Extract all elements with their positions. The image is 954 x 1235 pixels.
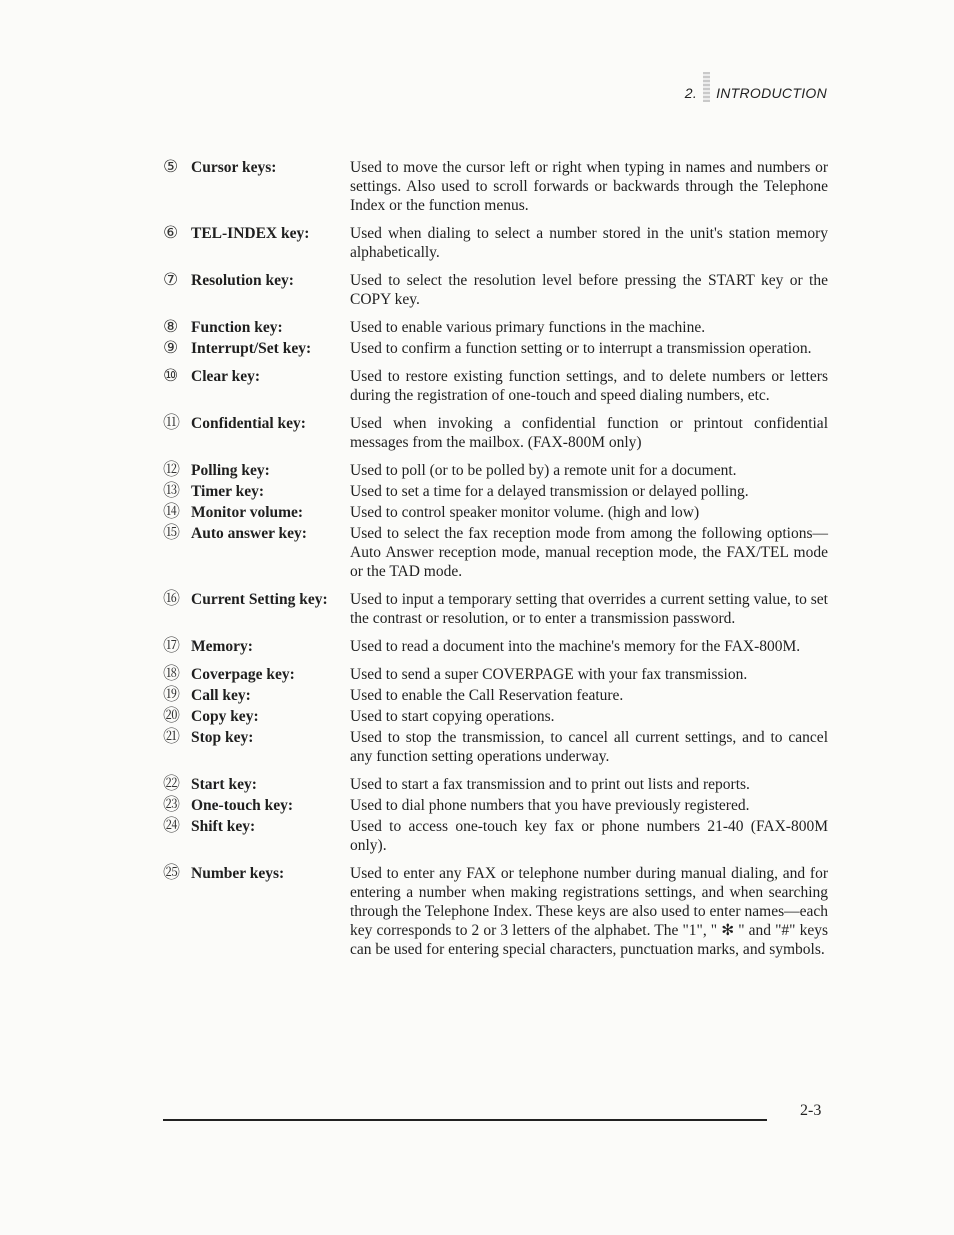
item-label: Resolution key: — [191, 272, 294, 289]
list-item — [163, 367, 828, 405]
item-description: Used to start a fax transmission and to print out lists and reports. — [350, 776, 750, 793]
item-number: ⑫ — [163, 460, 180, 480]
item-number: ⑰ — [163, 636, 180, 656]
list-item — [163, 775, 828, 794]
item-label: Memory: — [191, 638, 253, 655]
section-title: INTRODUCTION — [716, 85, 827, 101]
item-description: Used to move the cursor left or right when typing in names and numbers or settings. Also used to scroll forwards or backwards through the Telephone Index or the function menus. — [350, 159, 828, 214]
item-label: Auto answer key: — [191, 525, 307, 542]
list-item — [163, 271, 828, 309]
list-item — [163, 665, 828, 684]
list-item — [163, 414, 828, 452]
item-description: Used to access one-touch key fax or phone numbers 21-40 (FAX-800M only). — [350, 818, 828, 854]
page-number: 2-3 — [800, 1102, 822, 1119]
item-description: Used to enter any FAX or telephone number during manual dialing, and for entering a number when making registrations settings, and when searching through the Telephone Index. These keys are also used to enter names—each key corresponds to 2 or 3 letters of the alphabet. The "1", " ✻ " and "#" keys can be used for entering special characters, punctuation marks, and symbols. — [350, 865, 828, 958]
list-item — [163, 637, 828, 656]
list-item — [163, 158, 828, 215]
list-item — [163, 503, 828, 522]
item-label: Number keys: — [191, 865, 285, 882]
item-description: Used to stop the transmission, to cancel all current settings, and to cancel any function setting operations underway. — [350, 729, 828, 765]
item-number: ㉕ — [163, 863, 180, 883]
item-number: ⑨ — [163, 338, 179, 358]
item-number: ⑤ — [163, 157, 179, 177]
item-number: ㉓ — [163, 795, 180, 815]
item-label: Polling key: — [191, 462, 270, 479]
item-label: Copy key: — [191, 708, 259, 725]
item-number: ⑥ — [163, 223, 179, 243]
chapter-tab-marker — [703, 72, 710, 102]
list-item — [163, 817, 828, 855]
item-description: Used to start copying operations. — [350, 708, 555, 725]
list-item — [163, 707, 828, 726]
item-label: TEL-INDEX key: — [191, 225, 310, 242]
item-number: ⑩ — [163, 366, 179, 386]
item-number: ㉒ — [163, 774, 180, 794]
chapter-number: 2. — [684, 85, 698, 101]
item-description: Used to send a super COVERPAGE with your fax transmission. — [350, 666, 748, 683]
item-description: Used to select the fax reception mode from among the following options—Auto Answer reception mode, manual reception mode, the FAX/TEL mode or the TAD mode. — [350, 525, 828, 580]
item-number: ㉔ — [163, 816, 180, 836]
item-label: Monitor volume: — [191, 504, 304, 521]
list-item — [163, 686, 828, 705]
item-label: Current Setting key: — [191, 591, 328, 608]
item-number: ⑮ — [163, 523, 180, 543]
item-number: ⑧ — [163, 317, 179, 337]
list-item — [163, 796, 828, 815]
list-item — [163, 524, 828, 581]
item-description: Used to confirm a function setting or to interrupt a transmission operation. — [350, 340, 812, 357]
item-label: Start key: — [191, 776, 257, 793]
item-number: ⑲ — [163, 685, 180, 705]
list-item — [163, 864, 828, 959]
item-number: ⑪ — [163, 413, 180, 433]
item-description: Used to enable the Call Reservation feature. — [350, 687, 624, 704]
item-number: ㉑ — [163, 727, 180, 747]
item-description: Used to read a document into the machine's memory for the FAX-800M. — [350, 638, 801, 655]
item-number: ⑬ — [163, 481, 180, 501]
item-number: ⑱ — [163, 664, 180, 684]
list-item — [163, 224, 828, 262]
item-label: Function key: — [191, 319, 283, 336]
list-item — [163, 318, 828, 337]
list-item — [163, 482, 828, 501]
item-description: Used to control speaker monitor volume. (high and low) — [350, 504, 700, 521]
item-description: Used to dial phone numbers that you have previously registered. — [350, 797, 750, 814]
list-item — [163, 339, 828, 358]
list-item — [163, 461, 828, 480]
key-descriptions-list — [163, 158, 828, 961]
list-item — [163, 590, 828, 628]
item-label: Stop key: — [191, 729, 254, 746]
item-description: Used when invoking a confidential function or printout confidential messages from the mailbox. (FAX-800M only) — [350, 415, 828, 451]
item-label: Call key: — [191, 687, 251, 704]
item-description: Used when dialing to select a number stored in the unit's station memory alphabetically. — [350, 225, 828, 261]
item-description: Used to set a time for a delayed transmission or delayed polling. — [350, 483, 749, 500]
item-label: Interrupt/Set key: — [191, 340, 312, 357]
item-description: Used to enable various primary functions in the machine. — [350, 319, 706, 336]
item-description: Used to poll (or to be polled by) a remote unit for a document. — [350, 462, 737, 479]
item-label: Clear key: — [191, 368, 261, 385]
item-label: Confidential key: — [191, 415, 306, 432]
item-description: Used to restore existing function settings, and to delete numbers or letters during the registration of one-touch and speed dialing numbers, etc. — [350, 368, 828, 404]
item-number: ⑯ — [163, 589, 180, 609]
item-number: ⑳ — [163, 706, 180, 726]
item-number: ⑭ — [163, 502, 180, 522]
item-label: Cursor keys: — [191, 159, 277, 176]
list-item — [163, 728, 828, 766]
item-label: Coverpage key: — [191, 666, 295, 683]
item-number: ⑦ — [163, 270, 179, 290]
item-label: Shift key: — [191, 818, 256, 835]
item-label: One-touch key: — [191, 797, 294, 814]
item-description: Used to select the resolution level before pressing the START key or the COPY key. — [350, 272, 828, 308]
footer-rule — [163, 1119, 767, 1121]
item-description: Used to input a temporary setting that overrides a current setting value, to set the contrast or resolution, or to enter a transmission password. — [350, 591, 828, 627]
item-label: Timer key: — [191, 483, 265, 500]
running-header — [685, 84, 827, 102]
